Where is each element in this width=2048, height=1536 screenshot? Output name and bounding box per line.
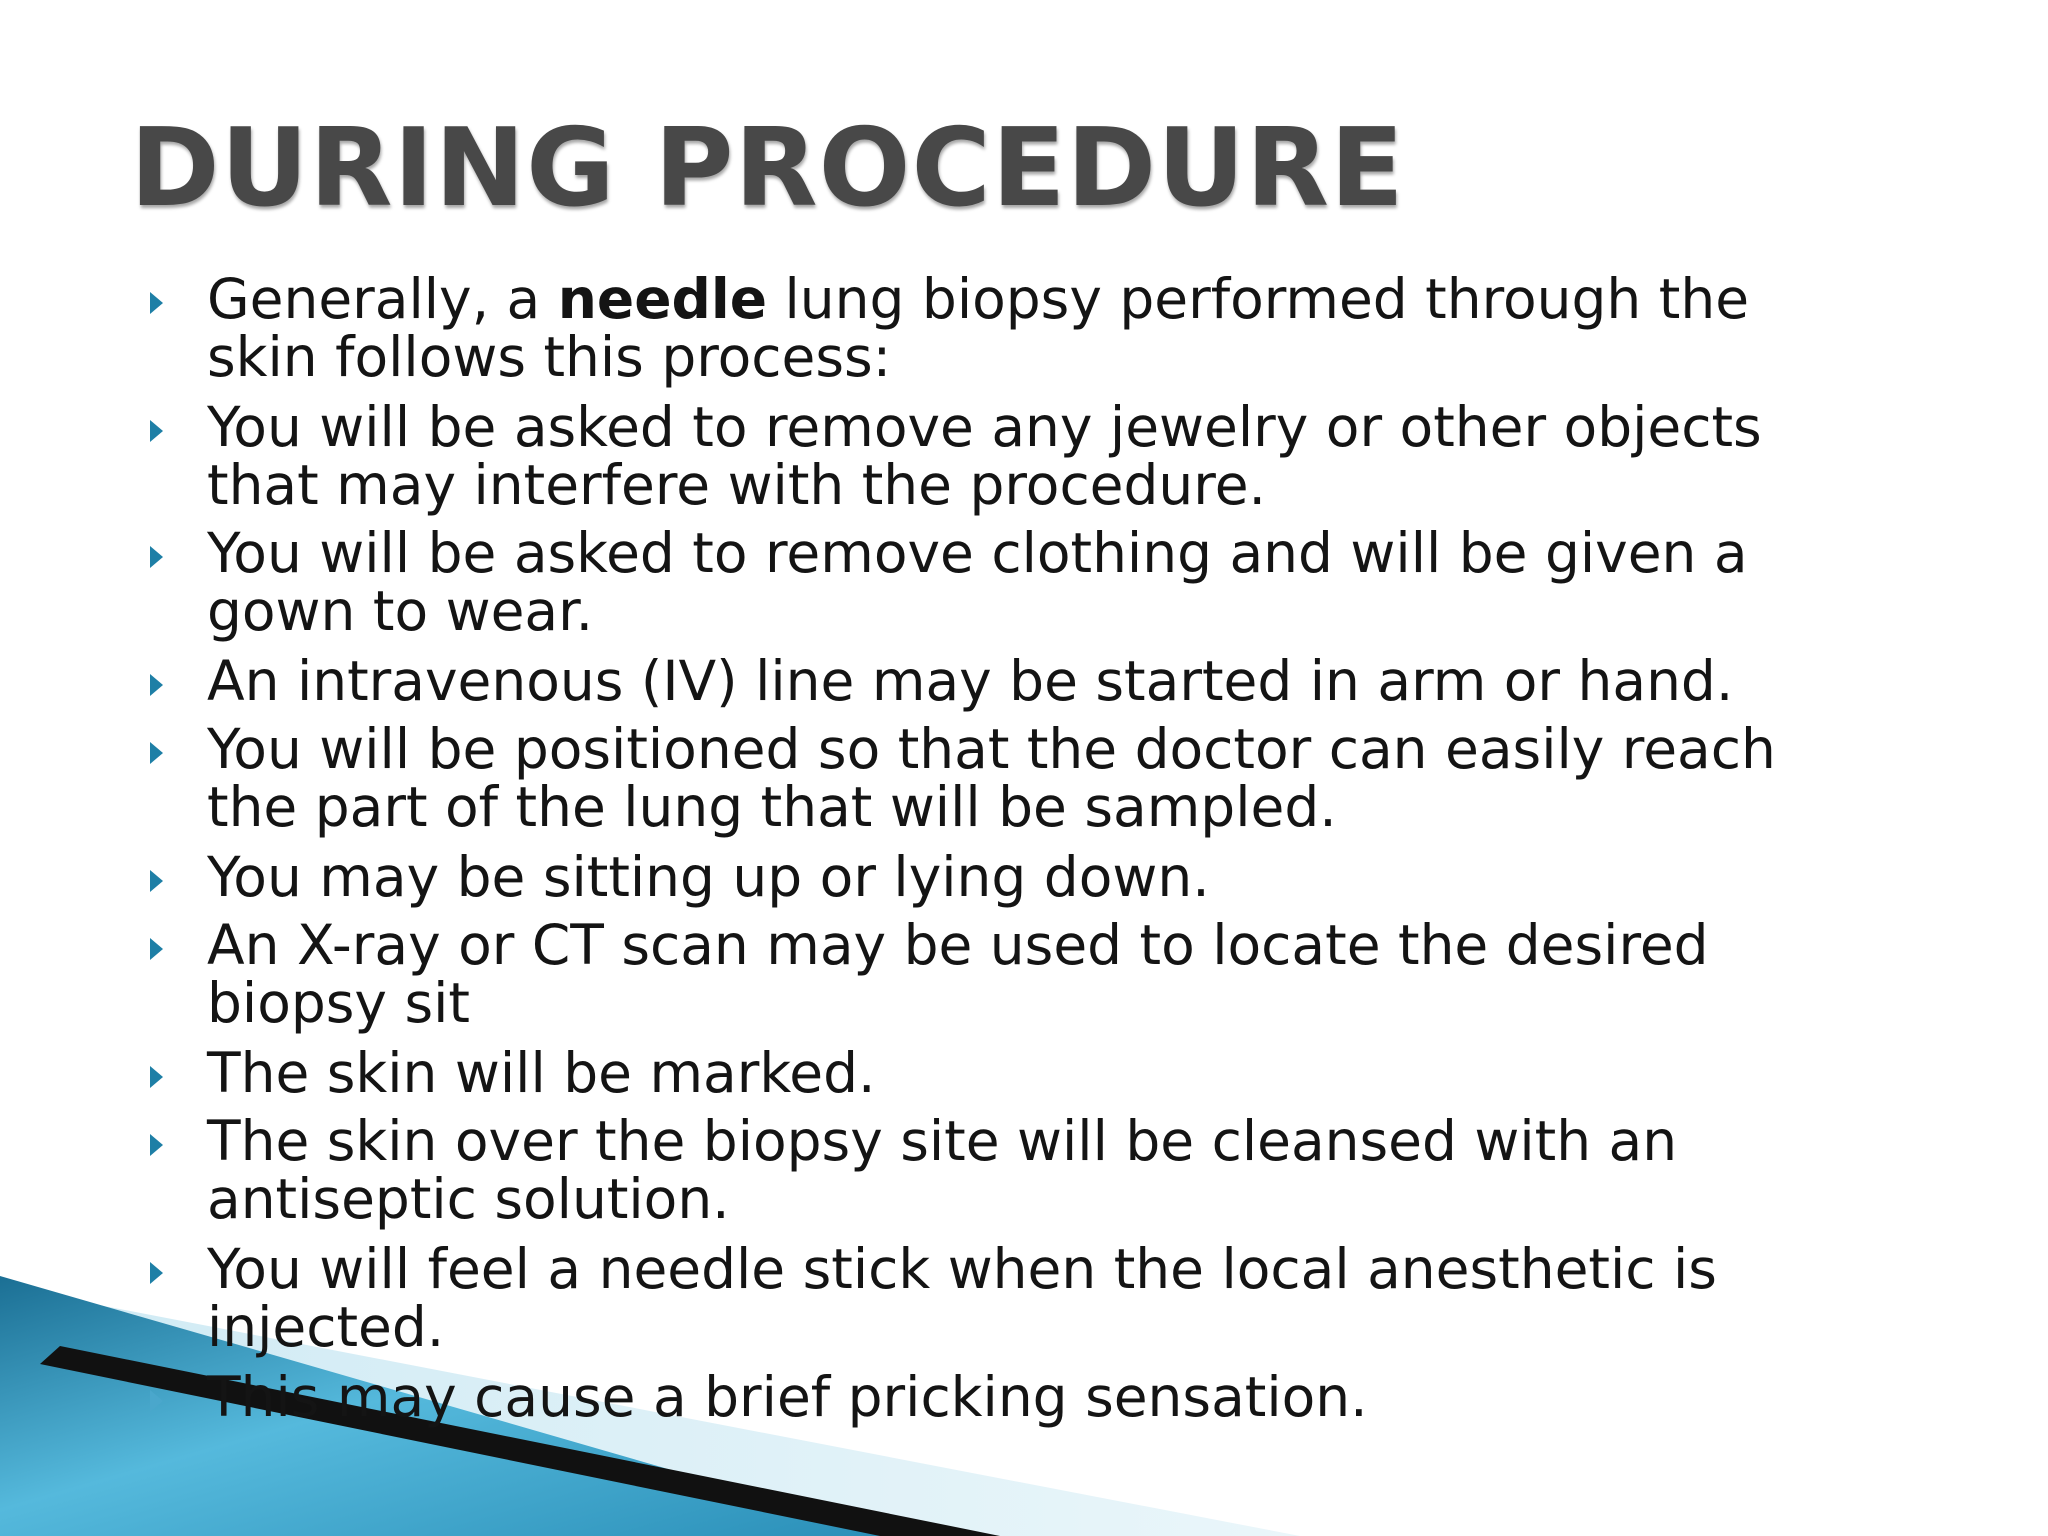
triangle-bullet-icon: [150, 1390, 163, 1412]
bullet-text-line2: skin follows this process:: [207, 325, 892, 389]
slide-title: DURING PROCEDURE: [130, 106, 1405, 231]
triangle-bullet-icon: [150, 1134, 163, 1156]
bullet-text: The skin over the biopsy site will be cleansed with an: [207, 1109, 1678, 1173]
bullet-text: An X-ray or CT scan may be used to locate the desired: [207, 913, 1709, 977]
bullet-text-line2: gown to wear.: [207, 579, 594, 643]
triangle-bullet-icon: [150, 674, 163, 696]
triangle-bullet-icon: [150, 742, 163, 764]
bullet-text: You will feel a needle stick when the local anesthetic is: [207, 1237, 1717, 1301]
bullet-text-bold: needle: [557, 267, 768, 331]
triangle-bullet-icon: [150, 420, 163, 442]
bullet-text-line2: that may interfere with the procedure.: [207, 453, 1267, 517]
bullet-text-post: lung biopsy performed through the: [767, 267, 1750, 331]
bullet-text: This may cause a brief pricking sensation.: [207, 1365, 1368, 1429]
bullet-text: You will be asked to remove any jewelry or other objects: [207, 395, 1762, 459]
triangle-bullet-icon: [150, 546, 163, 568]
triangle-bullet-icon: [150, 938, 163, 960]
bullet-text-pre: Generally, a: [207, 267, 558, 331]
bullet-text-line2: biopsy sit: [207, 971, 470, 1035]
triangle-bullet-icon: [150, 1066, 163, 1088]
bullet-text: You will be asked to remove clothing and will be given a: [207, 521, 1748, 585]
bullet-text: The skin will be marked.: [207, 1041, 876, 1105]
triangle-bullet-icon: [150, 292, 163, 314]
bullet-text: You may be sitting up or lying down.: [207, 845, 1210, 909]
triangle-bullet-icon: [150, 1262, 163, 1284]
bullet-text-line2: injected.: [207, 1295, 445, 1359]
bullet-text-line2: antiseptic solution.: [207, 1167, 730, 1231]
bullet-text: [207, 267, 1927, 331]
bullet-text: An intravenous (IV) line may be started in arm or hand.: [207, 649, 1734, 713]
bullet-text-line2: the part of the lung that will be sampled.: [207, 775, 1337, 839]
bullet-text: You will be positioned so that the doctor can easily reach: [207, 717, 1776, 781]
triangle-bullet-icon: [150, 870, 163, 892]
